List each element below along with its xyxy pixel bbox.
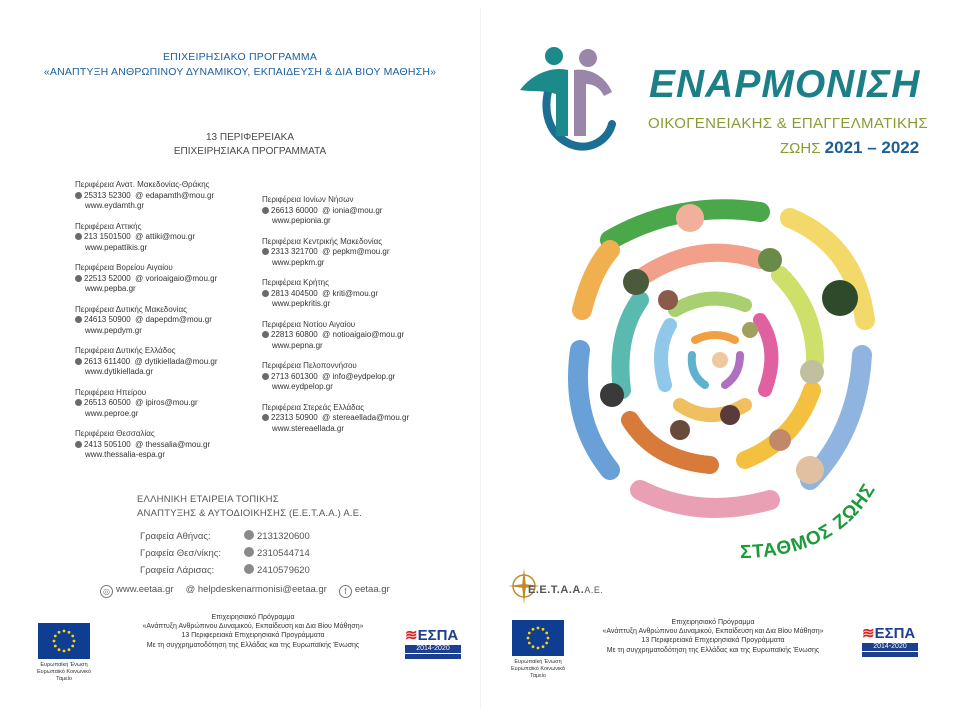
regional-heading-line2: ΕΠΙΧΕΙΡΗΣΙΑΚΑ ΠΡΟΓΡΑΜΜΑΤΑ [173,146,327,157]
website-link[interactable]: www.eetaa.gr [116,584,174,595]
region-entry [75,263,217,295]
region-website[interactable]: www.thessalia-espa.gr [85,450,166,459]
brand-subtitle-1: ΟΙΚΟΓΕΝΕΙΑΚΗΣ & ΕΠΑΓΓΕΛΜΑΤΙΚΗΣ [648,115,928,132]
office-phone: 2410579620 [257,565,310,576]
region-name: Περιφέρεια Πελοποννήσου [262,361,357,370]
region-phone: 26513 60500 [84,398,131,407]
office-label: Γραφεία Λάρισας: [140,565,215,576]
brand-subtitle-2 [780,138,919,158]
eetaa-logo-text [528,584,603,596]
footer-line1: Επιχειρησιακό Πρόγραμμα [211,614,295,621]
region-phone: 24613 50900 [84,315,131,324]
phone-icon [75,192,82,199]
eu-caption-line1: Ευρωπαϊκή Ένωση [40,662,88,668]
espa-logo: ≋ΕΣΠΑ 2014-2020 [862,626,932,666]
region-contact [75,191,214,202]
region-entry [75,180,214,212]
region-contact [75,274,217,285]
region-website[interactable]: www.dytikiellada.gr [85,367,154,376]
phone-icon [75,399,82,406]
region-email[interactable]: @ ipiros@mou.gr [135,398,198,407]
office-phone: 2131320600 [257,531,310,542]
region-email[interactable]: @ kriti@mou.gr [322,288,378,298]
brand-title: ΕΝΑΡΜΟΝΙΣΗ [649,63,921,106]
region-name: Περιφέρεια Δυτικής Ελλάδος [75,346,176,355]
footer-line4: Με τη συγχρηματοδότηση της Ελλάδας και της Ευρωπαϊκής Ένωσης [146,641,360,649]
region-contact [75,357,218,368]
region-phone: 22513 52000 [84,273,131,283]
programme-title [30,50,450,80]
phone-icon [75,358,82,365]
region-phone: 2813 404500 [271,288,318,298]
region-email[interactable]: @ info@eydpelop.gr [322,371,396,381]
region-contact [75,398,198,409]
phone-icon [75,233,82,240]
region-contact [262,206,382,217]
phone-icon [262,373,269,380]
eu-caption [32,662,96,683]
region-entry [75,388,198,420]
slogan-arc [730,448,900,568]
region-phone: 26613 60000 [271,205,318,215]
region-phone: 25313 52300 [84,190,131,200]
region-contact [262,247,390,258]
region-website[interactable]: www.pepba.gr [85,284,136,293]
regional-heading [120,131,380,159]
right-footer-text [578,618,848,655]
phone-icon [262,414,269,421]
region-entry [75,346,218,378]
region-name: Περιφέρεια Ηπείρου [75,387,147,397]
phone-icon [262,207,269,214]
footer-line4: Με τη συγχρηματοδότηση της Ελλάδας και της Ευρωπαϊκής Ένωσης [606,646,820,654]
phone-icon [244,530,254,540]
eetaa-title [137,493,362,521]
eetaa-title-line1: ΕΛΛΗΝΙΚΗ ΕΤΑΙΡΕΙΑ ΤΟΠΙΚΗΣ [137,494,279,505]
region-contact [262,330,404,341]
office-label: Γραφεία Θεσ/νίκης: [140,548,222,559]
region-phone: 2413 505100 [84,439,131,449]
programme-title-line2: «ΑΝΑΠΤΥΞΗ ΑΝΘΡΩΠΙΝΟΥ ΔΥΝΑΜΙΚΟΥ, ΕΚΠΑΙΔΕΥΣΗ & ΔΙΑ ΒΙΟΥ ΜΑΘΗΣΗ» [43,66,437,78]
eu-caption-line1: Ευρωπαϊκή Ένωση [514,659,562,665]
region-name: Περιφέρεια Κεντρικής Μακεδονίας [262,236,383,246]
region-website[interactable]: www.stereaellada.gr [272,423,345,433]
region-name: Περιφέρεια Δυτικής Μακεδονίας [75,304,187,314]
region-website[interactable]: www.pepkm.gr [272,257,325,267]
phone-icon [262,290,269,297]
region-website[interactable]: www.eydamth.gr [85,201,145,210]
espa-name: ΕΣΠΑ [417,627,459,644]
region-entry [262,278,378,310]
region-email[interactable]: @ edapamth@mou.gr [135,190,215,200]
region-website[interactable]: www.peproe.gr [85,408,139,418]
left-footer-text [118,613,388,650]
region-phone: 2613 611400 [84,356,131,366]
eetaa-logo-suffix: Α.Ε. [584,585,604,595]
region-email[interactable]: @ dytikiellada@mou.gr [134,356,218,366]
espa-name: ΕΣΠΑ [874,625,916,642]
eetaa-logo-name: Ε.Ε.Τ.Α.Α. [528,584,585,596]
region-phone: 2713 601300 [271,371,318,381]
eu-flag-icon [512,620,564,656]
region-name: Περιφέρεια Ιονίων Νήσων [262,195,354,204]
region-email[interactable]: @ dapepdm@mou.gr [135,315,212,324]
region-phone: 22313 50900 [271,413,318,422]
slogan-text: ΣΤΑΘΜΟΣ ΖΩΗΣ [739,479,881,564]
footer-line2: «Ανάπτυξη Ανθρώπινου Δυναμικού, Εκπαίδευση και Δια Βίου Μάθηση» [602,628,824,636]
region-name: Περιφέρεια Αττικής [75,221,142,231]
region-name: Περιφέρεια Κρήτης [262,278,329,287]
eu-flag-icon [38,623,90,659]
region-phone: 213 1501500 [84,232,131,241]
eu-caption [506,659,570,680]
eetaa-title-line2: ΑΝΑΠΤΥΞΗΣ & ΑΥΤΟΔΙΟΙΚΗΣΗΣ (Ε.Ε.Τ.Α.Α.) Α.Ε. [137,508,363,519]
region-website[interactable]: www.eydpelop.gr [272,382,333,391]
office-larissa [140,564,310,576]
footer-line2: «Ανάπτυξη Ανθρώπινου Δυναμικού, Εκπαίδευση και Δια Βίου Μάθηση» [142,623,364,631]
espa-logo: ≋ΕΣΠΑ 2014-2020 [405,628,475,668]
region-entry [262,320,404,352]
region-email[interactable]: @ stereaellada@mou.gr [322,413,410,422]
region-contact [262,413,409,424]
facebook-link[interactable]: eetaa.gr [354,584,390,595]
svg-text:ΣΤΑΘΜΟΣ ΖΩΗΣ [740,480,880,563]
contact-web-row [100,584,390,598]
region-phone: 22813 60800 [271,330,318,339]
phone-icon [75,441,82,448]
region-contact [262,289,378,300]
phone-icon [75,275,82,282]
espa-years: 2014-2020 [405,645,461,653]
region-email[interactable]: @ vorioaigaio@mou.gr [135,273,218,283]
office-label: Γραφεία Αθήνας: [140,531,211,542]
helpdesk-email-link[interactable]: @ helpdeskenarmonisi@eetaa.gr [185,584,327,595]
region-name: Περιφέρεια Ανατ. Μακεδονίας-Θράκης [75,180,210,189]
region-entry [75,429,210,461]
region-name: Περιφέρεια Θεσσαλίας [75,429,155,438]
fold-line [480,8,481,708]
brand-years: 2021 – 2022 [824,138,920,157]
region-email[interactable]: @ thessalia@mou.gr [135,439,211,449]
eu-caption-line2: Ευρωπαϊκό Κοινωνικό Ταμείο [36,669,92,682]
region-contact [75,440,210,451]
region-website[interactable]: www.pepna.gr [272,340,323,350]
regional-heading-line1: 13 ΠΕΡΙΦΕΡΕΙΑΚΑ [205,132,295,143]
footer-line1: Επιχειρησιακό Πρόγραμμα [671,619,755,626]
programme-title-line1: ΕΠΙΧΕΙΡΗΣΙΑΚΟ ΠΡΟΓΡΑΜΜΑ [162,51,318,63]
region-website[interactable]: www.pepdym.gr [85,325,142,335]
region-entry [75,305,212,337]
brand-subtitle-word: ΖΩΗΣ [780,140,821,157]
phone-icon [244,547,254,557]
region-website[interactable]: www.pepattikis.gr [85,242,148,252]
region-entry [262,237,390,269]
region-website[interactable]: www.pepionia.gr [272,216,331,225]
region-website[interactable]: www.pepkritis.gr [272,299,331,308]
region-name: Περιφέρεια Βορείου Αιγαίου [75,263,173,272]
footer-line3: 13 Περιφερειακά Επιχειρησιακά Προγράμματα [181,632,325,640]
espa-years: 2014-2020 [862,643,918,651]
region-entry [75,222,195,254]
footer-line3: 13 Περιφερειακά Επιχειρησιακά Προγράμματα [641,637,785,645]
region-name: Περιφέρεια Νοτίου Αιγαίου [262,319,356,329]
phone-icon [244,564,254,574]
eu-caption-line2: Ευρωπαϊκό Κοινωνικό Ταμείο [510,666,566,679]
region-name: Περιφέρεια Στερεάς Ελλάδας [262,402,365,412]
office-phone: 2310544714 [257,548,310,559]
facebook-icon: f [339,585,352,598]
region-email[interactable]: @ pepkm@mou.gr [322,247,390,256]
region-email[interactable]: @ attiki@mou.gr [135,232,195,241]
phone-icon [262,331,269,338]
region-contact [262,372,395,383]
office-thessaloniki [140,547,310,559]
region-email[interactable]: @ ionia@mou.gr [322,205,383,215]
family-logo-icon [512,44,632,156]
region-email[interactable]: @ notioaigaio@mou.gr [322,330,405,339]
region-contact [75,232,195,243]
region-phone: 2313 321700 [271,247,318,256]
region-entry [262,361,395,393]
phone-icon [262,248,269,255]
region-contact [75,315,212,326]
region-entry [262,195,382,227]
phone-icon [75,316,82,323]
globe-icon: ◎ [100,585,113,598]
office-athens [140,530,310,542]
region-entry [262,403,409,435]
